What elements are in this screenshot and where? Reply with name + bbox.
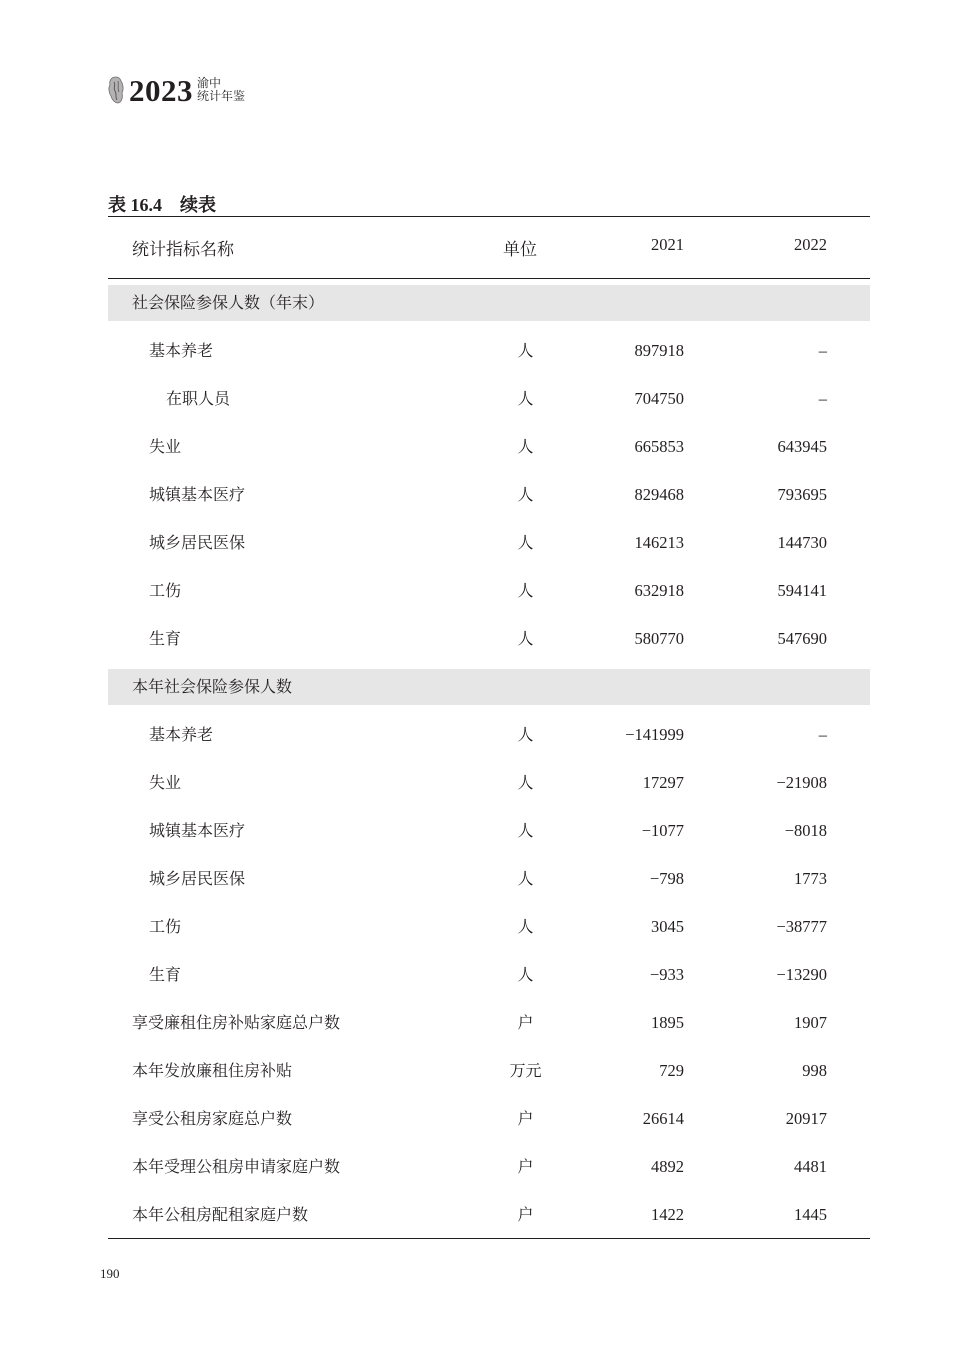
row-unit: 人 — [517, 917, 534, 936]
row-unit: 人 — [517, 869, 534, 888]
table-row — [108, 1053, 870, 1089]
row-value-2022: 643945 — [777, 437, 827, 456]
row-unit: 人 — [517, 485, 534, 504]
yearbook-year: 2023 — [129, 72, 193, 108]
row-unit: 户 — [517, 1109, 534, 1128]
table-row — [108, 909, 870, 945]
row-value-2022: 547690 — [777, 629, 827, 648]
row-value-2021: −141999 — [625, 725, 684, 744]
row-name: 在职人员 — [166, 389, 231, 408]
table-row — [108, 1149, 870, 1185]
table-row — [108, 1197, 870, 1233]
row-value-2021: 704750 — [634, 389, 684, 408]
row-unit: 户 — [517, 1013, 534, 1032]
table-row — [108, 333, 870, 369]
page-number: 190 — [100, 1266, 120, 1281]
row-value-2021: 4892 — [651, 1157, 684, 1176]
row-unit: 人 — [517, 389, 534, 408]
table-section-row — [108, 285, 870, 321]
row-name: 生育 — [149, 629, 182, 648]
row-unit: 万元 — [509, 1061, 542, 1080]
row-value-2022: 1773 — [794, 869, 827, 888]
table-row — [108, 573, 870, 609]
row-name: 城乡居民医保 — [149, 533, 246, 552]
row-name: 生育 — [149, 965, 182, 984]
row-value-2021: 632918 — [634, 581, 684, 600]
row-value-2022: – — [818, 341, 827, 360]
row-unit: 人 — [517, 533, 534, 552]
table-bottom-rule — [108, 1238, 870, 1239]
row-value-2022: 144730 — [777, 533, 827, 552]
yearbook-logo-icon — [107, 76, 125, 104]
row-value-2022: −13290 — [776, 965, 827, 984]
yearbook-subtitle-line1: 渝中 — [197, 76, 222, 90]
row-value-2022: −8018 — [784, 821, 827, 840]
row-value-2021: −1077 — [641, 821, 684, 840]
row-name: 城乡居民医保 — [149, 869, 246, 888]
row-name: 城镇基本医疗 — [149, 821, 246, 840]
row-value-2021: 26614 — [642, 1109, 684, 1128]
row-name: 本年公租房配租家庭户数 — [132, 1205, 309, 1224]
row-unit: 人 — [517, 629, 534, 648]
row-value-2021: −933 — [649, 965, 684, 984]
row-unit: 户 — [517, 1157, 534, 1176]
row-unit: 人 — [517, 773, 534, 792]
table-section-row — [108, 669, 870, 705]
row-value-2022: 998 — [802, 1061, 827, 1080]
column-header-unit: 单位 — [503, 240, 537, 260]
row-value-2021: 17297 — [642, 773, 684, 792]
table-row — [108, 381, 870, 417]
row-name: 基本养老 — [149, 341, 214, 360]
table-header-rule — [108, 278, 870, 279]
row-value-2022: – — [818, 725, 827, 744]
row-value-2022: 1445 — [794, 1205, 827, 1224]
table-row — [108, 717, 870, 753]
row-value-2022: 1907 — [794, 1013, 827, 1032]
row-value-2022: −21908 — [776, 773, 827, 792]
row-value-2022: 793695 — [777, 485, 827, 504]
table-row — [108, 861, 870, 897]
table-number: 表 16.4 — [108, 195, 162, 215]
row-value-2021: 3045 — [651, 917, 684, 936]
row-value-2022: −38777 — [776, 917, 827, 936]
row-name: 享受廉租住房补贴家庭总户数 — [132, 1013, 341, 1032]
row-value-2021: 665853 — [634, 437, 684, 456]
row-unit: 人 — [517, 965, 534, 984]
row-name: 失业 — [149, 773, 182, 792]
table-row — [108, 621, 870, 657]
row-name: 本年受理公租房申请家庭户数 — [132, 1157, 341, 1176]
row-name: 失业 — [149, 437, 182, 456]
row-name: 享受公租房家庭总户数 — [132, 1109, 293, 1128]
table-row — [108, 525, 870, 561]
row-value-2022: – — [818, 389, 827, 408]
row-name: 工伤 — [149, 917, 182, 936]
row-unit: 人 — [517, 581, 534, 600]
table-caption — [108, 191, 216, 217]
row-unit: 人 — [517, 341, 534, 360]
table-row — [108, 477, 870, 513]
row-value-2022: 4481 — [794, 1157, 827, 1176]
row-value-2021: 1895 — [651, 1013, 684, 1032]
row-unit: 人 — [517, 437, 534, 456]
row-name: 城镇基本医疗 — [149, 485, 246, 504]
column-header-2021: 2021 — [651, 235, 684, 254]
column-header-2022: 2022 — [794, 235, 827, 254]
table-row — [108, 429, 870, 465]
table-top-rule — [108, 216, 870, 217]
column-header-name: 统计指标名称 — [132, 240, 234, 260]
table-row — [108, 957, 870, 993]
table-continued-label: 续表 — [180, 195, 216, 215]
row-name: 基本养老 — [149, 725, 214, 744]
row-unit: 人 — [517, 821, 534, 840]
row-value-2021: 897918 — [634, 341, 684, 360]
row-unit: 户 — [517, 1205, 534, 1224]
yearbook-header — [107, 70, 245, 110]
row-value-2021: 729 — [659, 1061, 684, 1080]
row-name: 社会保险参保人数（年末） — [132, 293, 325, 312]
row-value-2021: 146213 — [634, 533, 684, 552]
row-value-2022: 20917 — [785, 1109, 827, 1128]
row-name: 工伤 — [149, 581, 182, 600]
row-value-2021: 829468 — [634, 485, 684, 504]
row-value-2022: 594141 — [777, 581, 827, 600]
row-value-2021: 1422 — [651, 1205, 684, 1224]
table-row — [108, 813, 870, 849]
yearbook-subtitle — [197, 77, 245, 103]
table-row — [108, 765, 870, 801]
table-row — [108, 1005, 870, 1041]
row-value-2021: 580770 — [634, 629, 684, 648]
row-name: 本年社会保险参保人数 — [132, 677, 293, 696]
row-name: 本年发放廉租住房补贴 — [132, 1061, 293, 1080]
table-row — [108, 1101, 870, 1137]
row-unit: 人 — [517, 725, 534, 744]
yearbook-subtitle-line2: 统计年鉴 — [197, 89, 246, 103]
row-value-2021: −798 — [649, 869, 684, 888]
